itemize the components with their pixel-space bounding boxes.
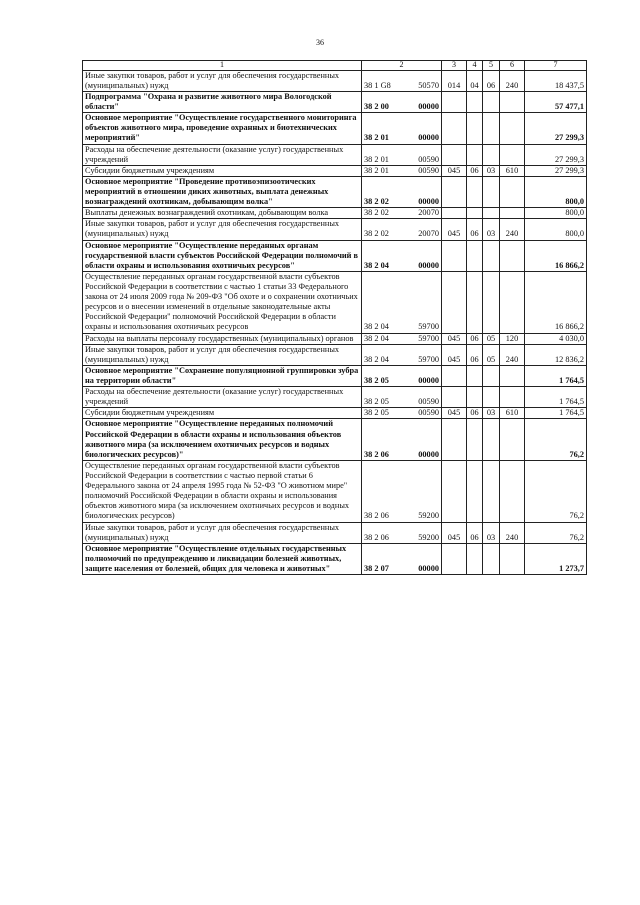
amount-cell: 76,2 (525, 460, 587, 522)
amount-cell: 76,2 (525, 419, 587, 460)
expense-type-cell: 610 (500, 408, 525, 419)
expense-direction-code: 00590 (418, 165, 439, 175)
subsection-code-cell: 03 (483, 408, 500, 419)
amount-cell: 1 764,5 (525, 365, 587, 386)
ministry-code-cell: 045 (442, 408, 467, 419)
row-code-cell (362, 333, 442, 344)
row-code-cell (362, 271, 442, 333)
row-code-cell (362, 92, 442, 113)
table-row (83, 144, 587, 165)
section-code-cell (467, 365, 483, 386)
table-row (83, 387, 587, 408)
table-row (83, 344, 587, 365)
expense-type-cell (500, 460, 525, 522)
target-article-code: 38 1 G8 (364, 80, 391, 90)
subsection-code-cell: 05 (483, 344, 500, 365)
row-code-cell (362, 543, 442, 574)
section-code-cell: 04 (467, 70, 483, 91)
expense-direction-code: 20070 (418, 229, 439, 239)
amount-cell: 16 866,2 (525, 240, 587, 271)
ministry-code-cell (442, 387, 467, 408)
target-article-code: 38 2 02 (364, 197, 389, 207)
section-code-cell (467, 208, 483, 219)
row-name-cell: Основное мероприятие "Осуществление государственного мониторинга объектов животного мира, проведение охранных и биотехнических мероприятий" (83, 113, 362, 144)
target-article-code: 38 2 05 (364, 397, 389, 407)
section-code-cell (467, 387, 483, 408)
row-code-cell (362, 365, 442, 386)
amount-cell: 27 299,3 (525, 113, 587, 144)
table-row (83, 176, 587, 207)
expense-direction-code: 00000 (418, 260, 439, 270)
subsection-code-cell (483, 208, 500, 219)
ministry-code-cell (442, 144, 467, 165)
expense-direction-code: 00000 (418, 133, 439, 143)
expense-direction-code: 00590 (418, 154, 439, 164)
section-code-cell: 06 (467, 333, 483, 344)
row-code-cell (362, 144, 442, 165)
row-code-cell (362, 419, 442, 460)
row-code-cell (362, 240, 442, 271)
row-code-cell (362, 460, 442, 522)
section-code-cell (467, 113, 483, 144)
expense-direction-code: 59700 (418, 354, 439, 364)
subsection-code-cell (483, 176, 500, 207)
target-article-code: 38 2 04 (364, 260, 389, 270)
expense-direction-code: 59700 (418, 322, 439, 332)
amount-cell: 1 273,7 (525, 543, 587, 574)
row-code-cell (362, 522, 442, 543)
expense-type-cell (500, 271, 525, 333)
row-name-cell: Основное мероприятие "Осуществление переданных полномочий Российской Федерации в области охраны и использования объектов животного мира (за исключением охотничьих ресурсов и водных биологических ресурсов)" (83, 419, 362, 460)
row-name-cell: Подпрограмма "Охрана и развитие животного мира Вологодской области" (83, 92, 362, 113)
amount-cell: 800,0 (525, 208, 587, 219)
row-code-cell (362, 208, 442, 219)
row-code-cell (362, 70, 442, 91)
header-cell: 6 (500, 61, 525, 71)
expense-type-cell: 120 (500, 333, 525, 344)
target-article-code: 38 2 00 (364, 102, 389, 112)
expense-type-cell (500, 144, 525, 165)
section-code-cell (467, 419, 483, 460)
ministry-code-cell (442, 271, 467, 333)
table-row (83, 240, 587, 271)
row-name-cell: Основное мероприятие "Осуществление переданных органам государственной власти субъектов Российской Федерации полномочий в области охраны и использования охотничьих ресурсов" (83, 240, 362, 271)
row-name-cell: Расходы на обеспечение деятельности (оказание услуг) государственных учреждений (83, 387, 362, 408)
subsection-code-cell (483, 460, 500, 522)
section-code-cell (467, 176, 483, 207)
ministry-code-cell: 045 (442, 344, 467, 365)
row-name-cell: Иные закупки товаров, работ и услуг для обеспечения государственных (муниципальных) нужд (83, 70, 362, 91)
target-article-code: 38 2 04 (364, 333, 389, 343)
row-name-cell: Выплаты денежных вознаграждений охотникам, добывающим волка (83, 208, 362, 219)
row-name-cell: Основное мероприятие "Проведение противоэпизоотических мероприятий в отношении диких животных, выплата денежных вознаграждений охотникам, добывающим волка" (83, 176, 362, 207)
row-code-cell (362, 387, 442, 408)
target-article-code: 38 2 07 (364, 563, 389, 573)
table-row (83, 419, 587, 460)
row-code-cell (362, 165, 442, 176)
subsection-code-cell (483, 271, 500, 333)
expense-direction-code: 00590 (418, 408, 439, 418)
amount-cell: 76,2 (525, 522, 587, 543)
row-code-cell (362, 408, 442, 419)
ministry-code-cell (442, 543, 467, 574)
amount-cell: 4 030,0 (525, 333, 587, 344)
row-name-cell: Основное мероприятие "Осуществление отдельных государственных полномочий по предупреждению и ликвидации болезней животных, защите населения от болезней, общих для человека и животных" (83, 543, 362, 574)
expense-direction-code: 00590 (418, 397, 439, 407)
ministry-code-cell: 045 (442, 333, 467, 344)
table-row (83, 208, 587, 219)
target-article-code: 38 2 06 (364, 449, 389, 459)
amount-cell: 57 477,1 (525, 92, 587, 113)
table-row (83, 219, 587, 240)
expense-type-cell (500, 176, 525, 207)
subsection-code-cell (483, 387, 500, 408)
ministry-code-cell (442, 419, 467, 460)
target-article-code: 38 2 01 (364, 154, 389, 164)
table-row (83, 92, 587, 113)
expense-type-cell: 240 (500, 344, 525, 365)
ministry-code-cell (442, 176, 467, 207)
table-row (83, 165, 587, 176)
row-name-cell: Расходы на выплаты персоналу государственных (муниципальных) органов (83, 333, 362, 344)
table-row (83, 543, 587, 574)
amount-cell: 1 764,5 (525, 408, 587, 419)
header-cell: 2 (362, 61, 442, 71)
expense-type-cell: 240 (500, 219, 525, 240)
amount-cell: 18 437,5 (525, 70, 587, 91)
header-cell: 7 (525, 61, 587, 71)
target-article-code: 38 2 06 (364, 532, 389, 542)
row-name-cell: Иные закупки товаров, работ и услуг для обеспечения государственных (муниципальных) нужд (83, 344, 362, 365)
table-row (83, 365, 587, 386)
expense-type-cell (500, 92, 525, 113)
section-code-cell: 06 (467, 219, 483, 240)
amount-cell: 1 764,5 (525, 387, 587, 408)
subsection-code-cell (483, 365, 500, 386)
expense-direction-code: 20070 (418, 208, 439, 218)
subsection-code-cell (483, 419, 500, 460)
expense-direction-code: 00000 (418, 102, 439, 112)
subsection-code-cell: 06 (483, 70, 500, 91)
expense-type-cell: 240 (500, 70, 525, 91)
expense-type-cell (500, 419, 525, 460)
expense-type-cell (500, 208, 525, 219)
expense-type-cell (500, 387, 525, 408)
ministry-code-cell (442, 208, 467, 219)
section-code-cell: 06 (467, 408, 483, 419)
target-article-code: 38 2 06 (364, 511, 389, 521)
expense-type-cell: 610 (500, 165, 525, 176)
amount-cell: 800,0 (525, 176, 587, 207)
subsection-code-cell (483, 144, 500, 165)
header-cell: 5 (483, 61, 500, 71)
expense-type-cell: 240 (500, 522, 525, 543)
row-code-cell (362, 113, 442, 144)
section-code-cell (467, 240, 483, 271)
target-article-code: 38 2 05 (364, 375, 389, 385)
expense-direction-code: 00000 (418, 197, 439, 207)
target-article-code: 38 2 02 (364, 229, 389, 239)
ministry-code-cell: 045 (442, 165, 467, 176)
table-row (83, 333, 587, 344)
section-code-cell (467, 271, 483, 333)
subsection-code-cell (483, 543, 500, 574)
ministry-code-cell (442, 240, 467, 271)
page-number: 36 (316, 38, 324, 47)
row-name-cell: Осуществление переданных органам государственной власти субъектов Российской Федерации в соответствии с частью первой статьи 6 Федерального закона от 24 апреля 1995 года № 52-ФЗ "О животном мире" полномочий Российской Федерации в области охраны и использования объектов животного мира (за исключением охотничьих ресурсов и водных биологических ресурсов) (83, 460, 362, 522)
table-row (83, 70, 587, 91)
expense-direction-code: 00000 (418, 563, 439, 573)
section-code-cell: 06 (467, 165, 483, 176)
subsection-code-cell (483, 92, 500, 113)
section-code-cell: 06 (467, 522, 483, 543)
amount-cell: 800,0 (525, 219, 587, 240)
target-article-code: 38 2 02 (364, 208, 389, 218)
table-row (83, 113, 587, 144)
row-name-cell: Осуществление переданных органам государственной власти субъектов Российской Федерации в соответствии с частью 1 статьи 33 Федерального закона от 24 июля 2009 года № 209-ФЗ "Об охоте и о сохранении охотничьих ресурсов и о внесении изменений в отдельные законодательные акты Российской Федерации" полномочий Российской Федерации в области охраны и использования охотничьих ресурсов (83, 271, 362, 333)
row-code-cell (362, 176, 442, 207)
row-name-cell: Субсидии бюджетным учреждениям (83, 408, 362, 419)
target-article-code: 38 2 01 (364, 165, 389, 175)
row-name-cell: Иные закупки товаров, работ и услуг для обеспечения государственных (муниципальных) нужд (83, 522, 362, 543)
expense-type-cell (500, 543, 525, 574)
ministry-code-cell (442, 92, 467, 113)
row-name-cell: Основное мероприятие "Сохранение популяционной группировки зубра на территории области" (83, 365, 362, 386)
expense-direction-code: 59200 (418, 532, 439, 542)
amount-cell: 16 866,2 (525, 271, 587, 333)
ministry-code-cell: 045 (442, 522, 467, 543)
target-article-code: 38 2 04 (364, 354, 389, 364)
expense-direction-code: 00000 (418, 375, 439, 385)
row-code-cell (362, 219, 442, 240)
header-cell: 4 (467, 61, 483, 71)
section-code-cell (467, 144, 483, 165)
header-row (83, 61, 587, 71)
expense-direction-code: 59200 (418, 511, 439, 521)
table-row (83, 271, 587, 333)
section-code-cell (467, 92, 483, 113)
expense-direction-code: 50570 (418, 80, 439, 90)
table-row (83, 460, 587, 522)
subsection-code-cell: 03 (483, 219, 500, 240)
target-article-code: 38 2 04 (364, 322, 389, 332)
budget-table (82, 60, 587, 575)
section-code-cell: 06 (467, 344, 483, 365)
subsection-code-cell: 03 (483, 165, 500, 176)
subsection-code-cell: 05 (483, 333, 500, 344)
subsection-code-cell (483, 240, 500, 271)
expense-type-cell (500, 365, 525, 386)
section-code-cell (467, 460, 483, 522)
row-code-cell (362, 344, 442, 365)
expense-direction-code: 59700 (418, 333, 439, 343)
section-code-cell (467, 543, 483, 574)
expense-type-cell (500, 113, 525, 144)
row-name-cell: Субсидии бюджетным учреждениям (83, 165, 362, 176)
ministry-code-cell (442, 113, 467, 144)
header-cell: 1 (83, 61, 362, 71)
subsection-code-cell (483, 113, 500, 144)
ministry-code-cell (442, 460, 467, 522)
ministry-code-cell: 045 (442, 219, 467, 240)
row-name-cell: Расходы на обеспечение деятельности (оказание услуг) государственных учреждений (83, 144, 362, 165)
expense-type-cell (500, 240, 525, 271)
amount-cell: 27 299,3 (525, 144, 587, 165)
row-name-cell: Иные закупки товаров, работ и услуг для обеспечения государственных (муниципальных) нужд (83, 219, 362, 240)
subsection-code-cell: 03 (483, 522, 500, 543)
amount-cell: 27 299,3 (525, 165, 587, 176)
ministry-code-cell (442, 365, 467, 386)
target-article-code: 38 2 05 (364, 408, 389, 418)
table-row (83, 522, 587, 543)
target-article-code: 38 2 01 (364, 133, 389, 143)
ministry-code-cell: 014 (442, 70, 467, 91)
expense-direction-code: 00000 (418, 449, 439, 459)
table-row (83, 408, 587, 419)
amount-cell: 12 836,2 (525, 344, 587, 365)
header-cell: 3 (442, 61, 467, 71)
